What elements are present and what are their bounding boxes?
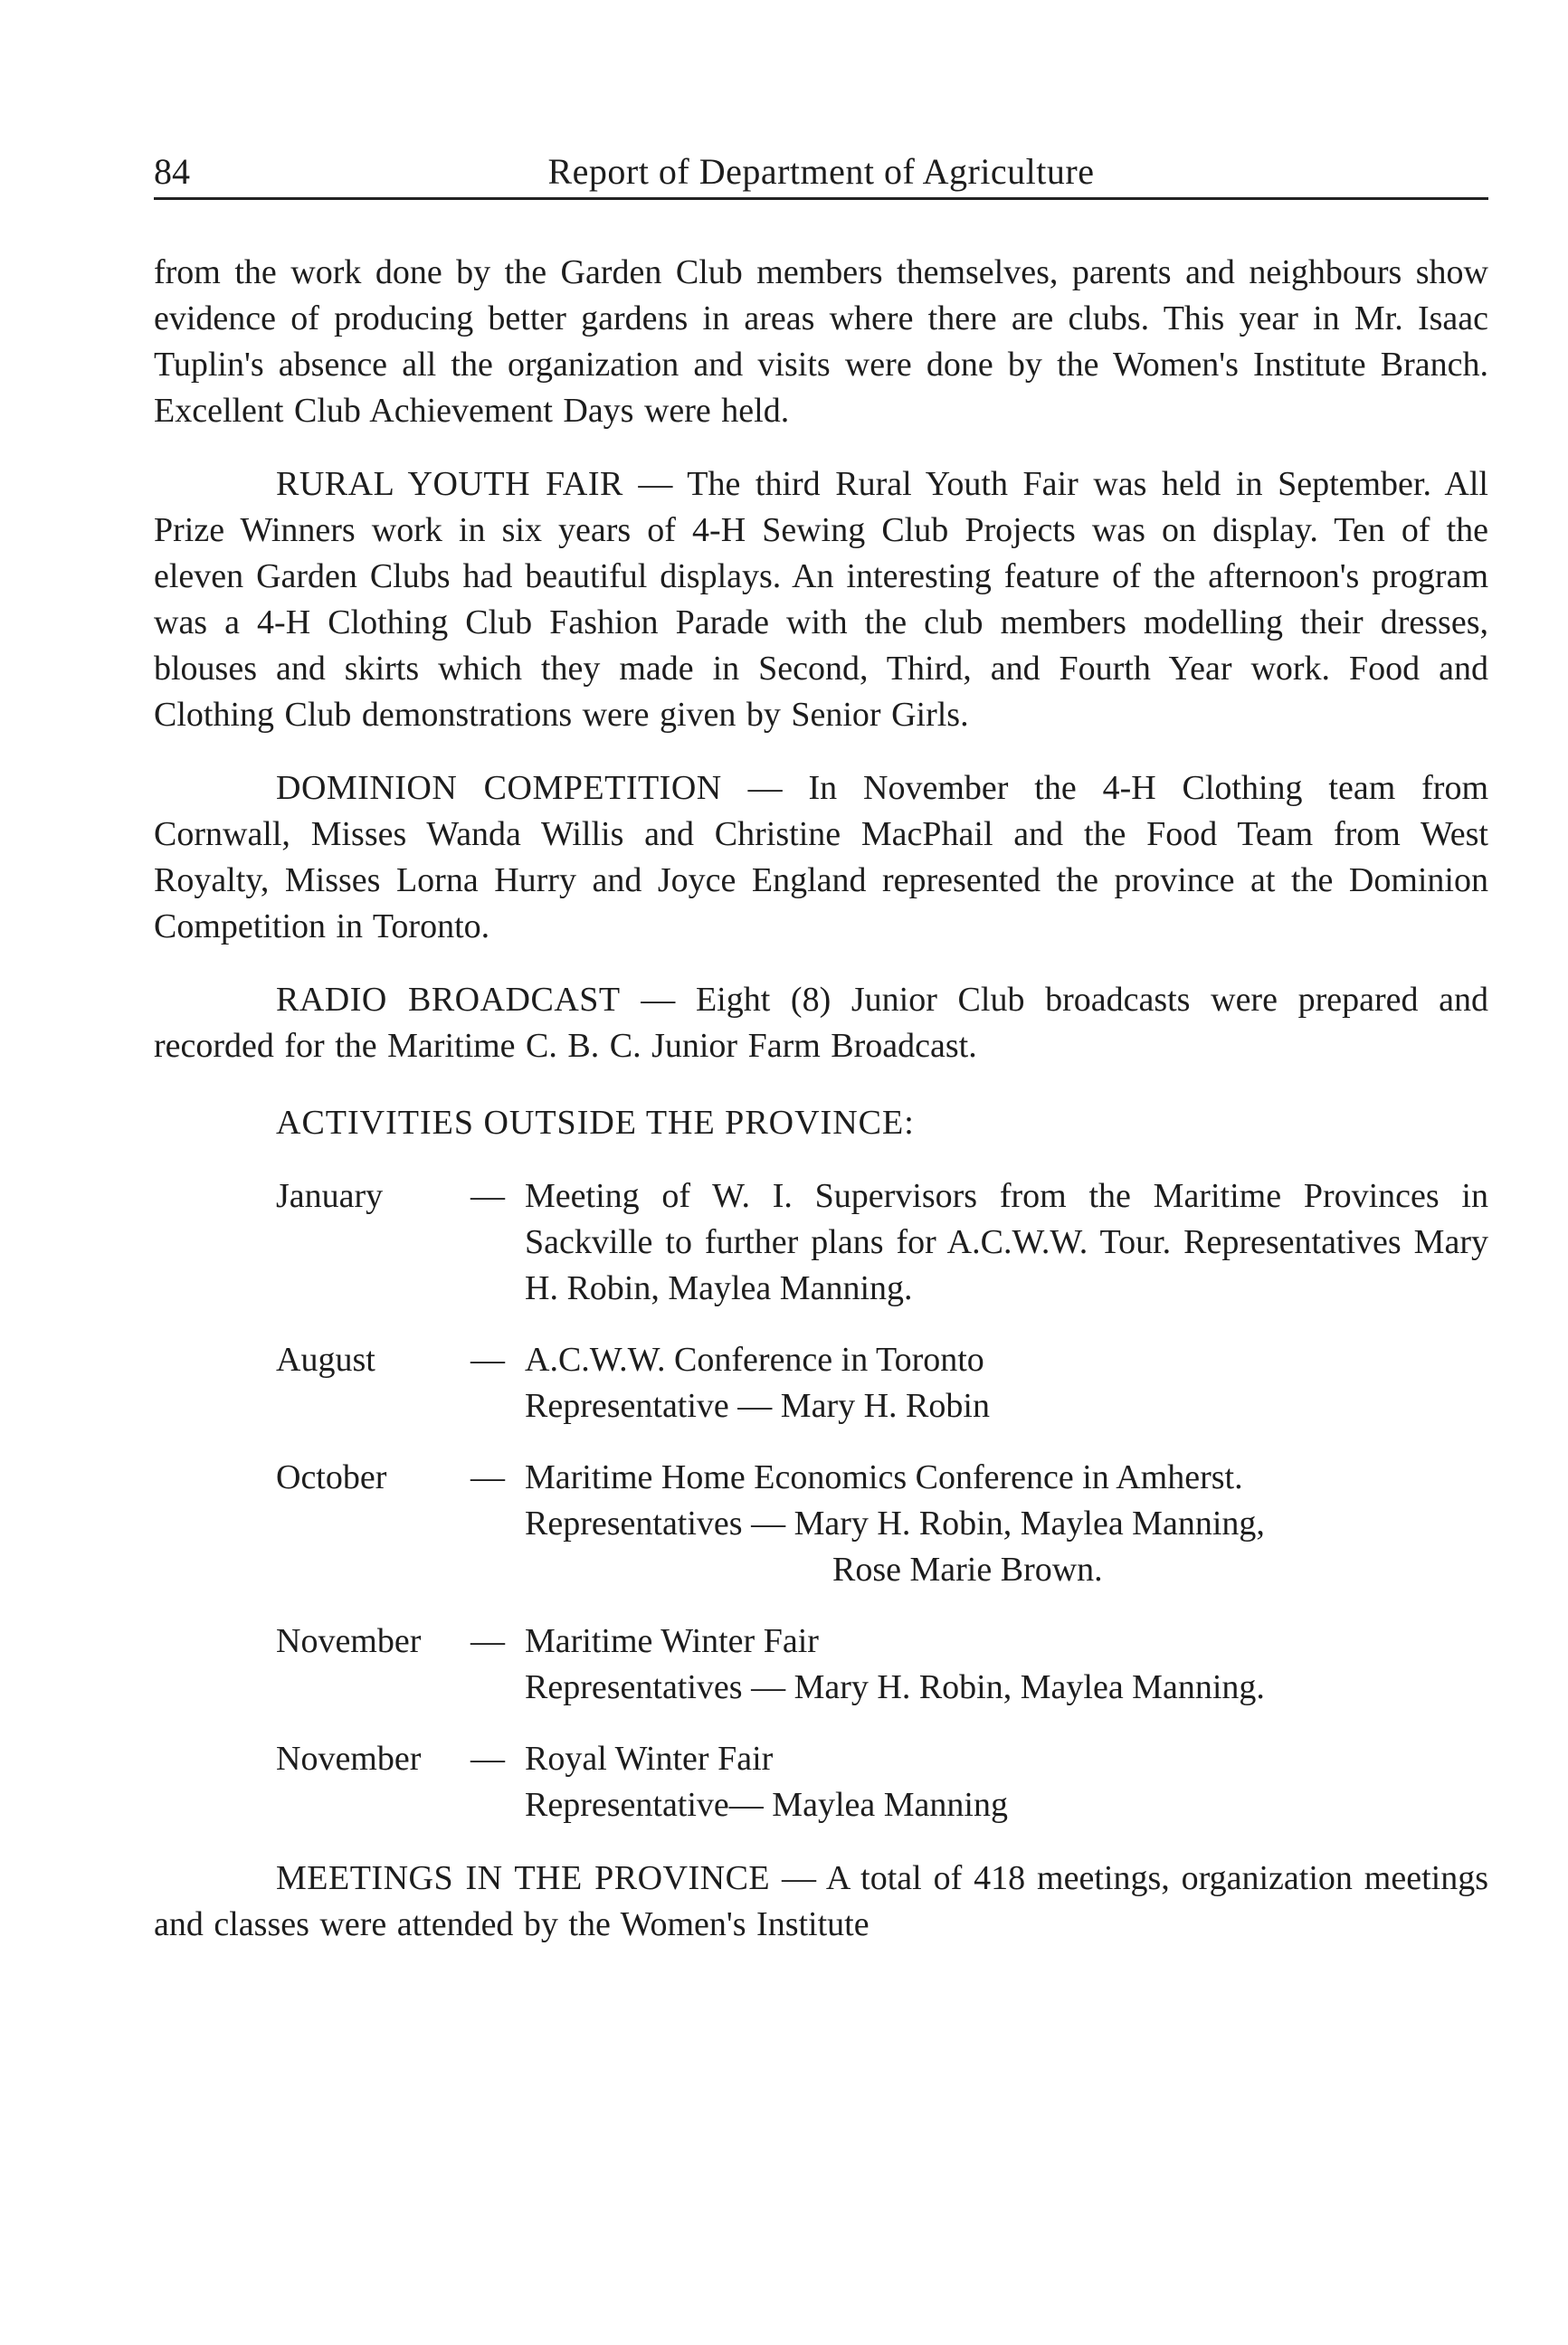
activity-november-winter-fair	[276, 1619, 1488, 1711]
activity-representatives: Representative — Mary H. Robin	[525, 1387, 990, 1425]
activity-month: November	[276, 1622, 422, 1660]
heading-dash: —	[641, 981, 676, 1019]
activity-dash: —	[470, 1622, 505, 1660]
page-header	[154, 150, 1488, 200]
meetings-heading: MEETINGS IN THE PROVINCE	[276, 1859, 771, 1897]
meetings-text: A total of 418 meetings, organization meetings and classes were attended by the Women's Institute	[154, 1859, 1489, 1943]
activity-representatives: Representatives — Mary H. Robin, Maylea Manning.	[525, 1668, 1265, 1706]
activity-november-royal-fair	[276, 1736, 1488, 1828]
meetings-paragraph	[154, 1856, 1488, 1948]
radio-broadcast-paragraph	[154, 977, 1488, 1069]
page-number: 84	[154, 151, 190, 192]
activity-month: November	[276, 1740, 422, 1778]
activity-representatives-continued: Rose Marie Brown.	[832, 1551, 1103, 1589]
activity-representatives: Representative— Maylea Manning	[525, 1786, 1008, 1824]
heading-dash: —	[638, 465, 673, 503]
activity-text: Maritime Home Economics Conference in Amherst.	[525, 1458, 1243, 1496]
activity-text: Meeting of W. I. Supervisors from the Maritime Provinces in Sackville to further plans for A.C.W.W. Tour. Representatives Mary H. Robin, Maylea Manning.	[525, 1177, 1488, 1307]
radio-broadcast-text: Eight (8) Junior Club broadcasts were prepared and recorded for the Maritime C. B. C. Junior Farm Broadcast.	[154, 981, 1489, 1065]
activities-heading: ACTIVITIES OUTSIDE THE PROVINCE:	[276, 1104, 915, 1142]
rural-youth-fair-paragraph	[154, 461, 1488, 738]
activity-details	[470, 1337, 1488, 1429]
activity-details	[470, 1619, 1488, 1711]
activity-dash: —	[470, 1458, 505, 1496]
intro-paragraph: from the work done by the Garden Club members themselves, parents and neighbours show evidence of producing better gardens in areas where there are clubs. This year in Mr. Isaac Tuplin's absence all the organization and visits were done by the Women's Institute Branch. Excellent Club Achievement Days were held.	[154, 253, 1488, 430]
running-title: Report of Department of Agriculture	[547, 151, 1095, 192]
heading-dash: —	[782, 1859, 817, 1897]
activity-representatives: Representatives — Mary H. Robin, Maylea Manning,	[525, 1505, 1265, 1543]
activity-october	[276, 1455, 1488, 1593]
activity-dash: —	[470, 1341, 505, 1379]
activity-details	[470, 1455, 1488, 1593]
activity-text: A.C.W.W. Conference in Toronto	[525, 1341, 984, 1379]
page-body	[154, 250, 1488, 1948]
activity-month: January	[276, 1177, 384, 1215]
activity-text: Maritime Winter Fair	[525, 1622, 819, 1660]
activity-details	[470, 1736, 1488, 1828]
radio-broadcast-heading: RADIO BROADCAST	[276, 981, 621, 1019]
dominion-competition-paragraph	[154, 765, 1488, 950]
activity-dash: —	[470, 1177, 505, 1215]
activity-dash: —	[470, 1740, 505, 1778]
dominion-competition-text: In November the 4-H Clothing team from Cornwall, Misses Wanda Willis and Christine MacPhail and the Food Team from West Royalty, Misses Lorna Hurry and Joyce England represented the province at the Dominion Competition in Toronto.	[154, 769, 1489, 945]
rural-youth-fair-text: The third Rural Youth Fair was held in September. All Prize Winners work in six years of 4-H Sewing Club Projects was on display. Ten of the eleven Garden Clubs had beautiful displays. An interesting feature of the afternoon's program was a 4-H Clothing Club Fashion Parade with the club members modelling their dresses, blouses and skirts which they made in Second, Third, and Fourth Year work. Food and Clothing Club demonstrations were given by Senior Girls.	[154, 465, 1488, 734]
heading-dash: —	[747, 769, 783, 807]
activity-month: October	[276, 1458, 387, 1496]
activity-text: Royal Winter Fair	[525, 1740, 774, 1778]
rural-youth-fair-heading: RURAL YOUTH FAIR	[276, 465, 623, 503]
activity-august	[276, 1337, 1488, 1429]
dominion-competition-heading: DOMINION COMPETITION	[276, 769, 722, 807]
activity-details	[470, 1173, 1488, 1312]
activity-month: August	[276, 1341, 375, 1379]
activity-january	[276, 1173, 1488, 1312]
